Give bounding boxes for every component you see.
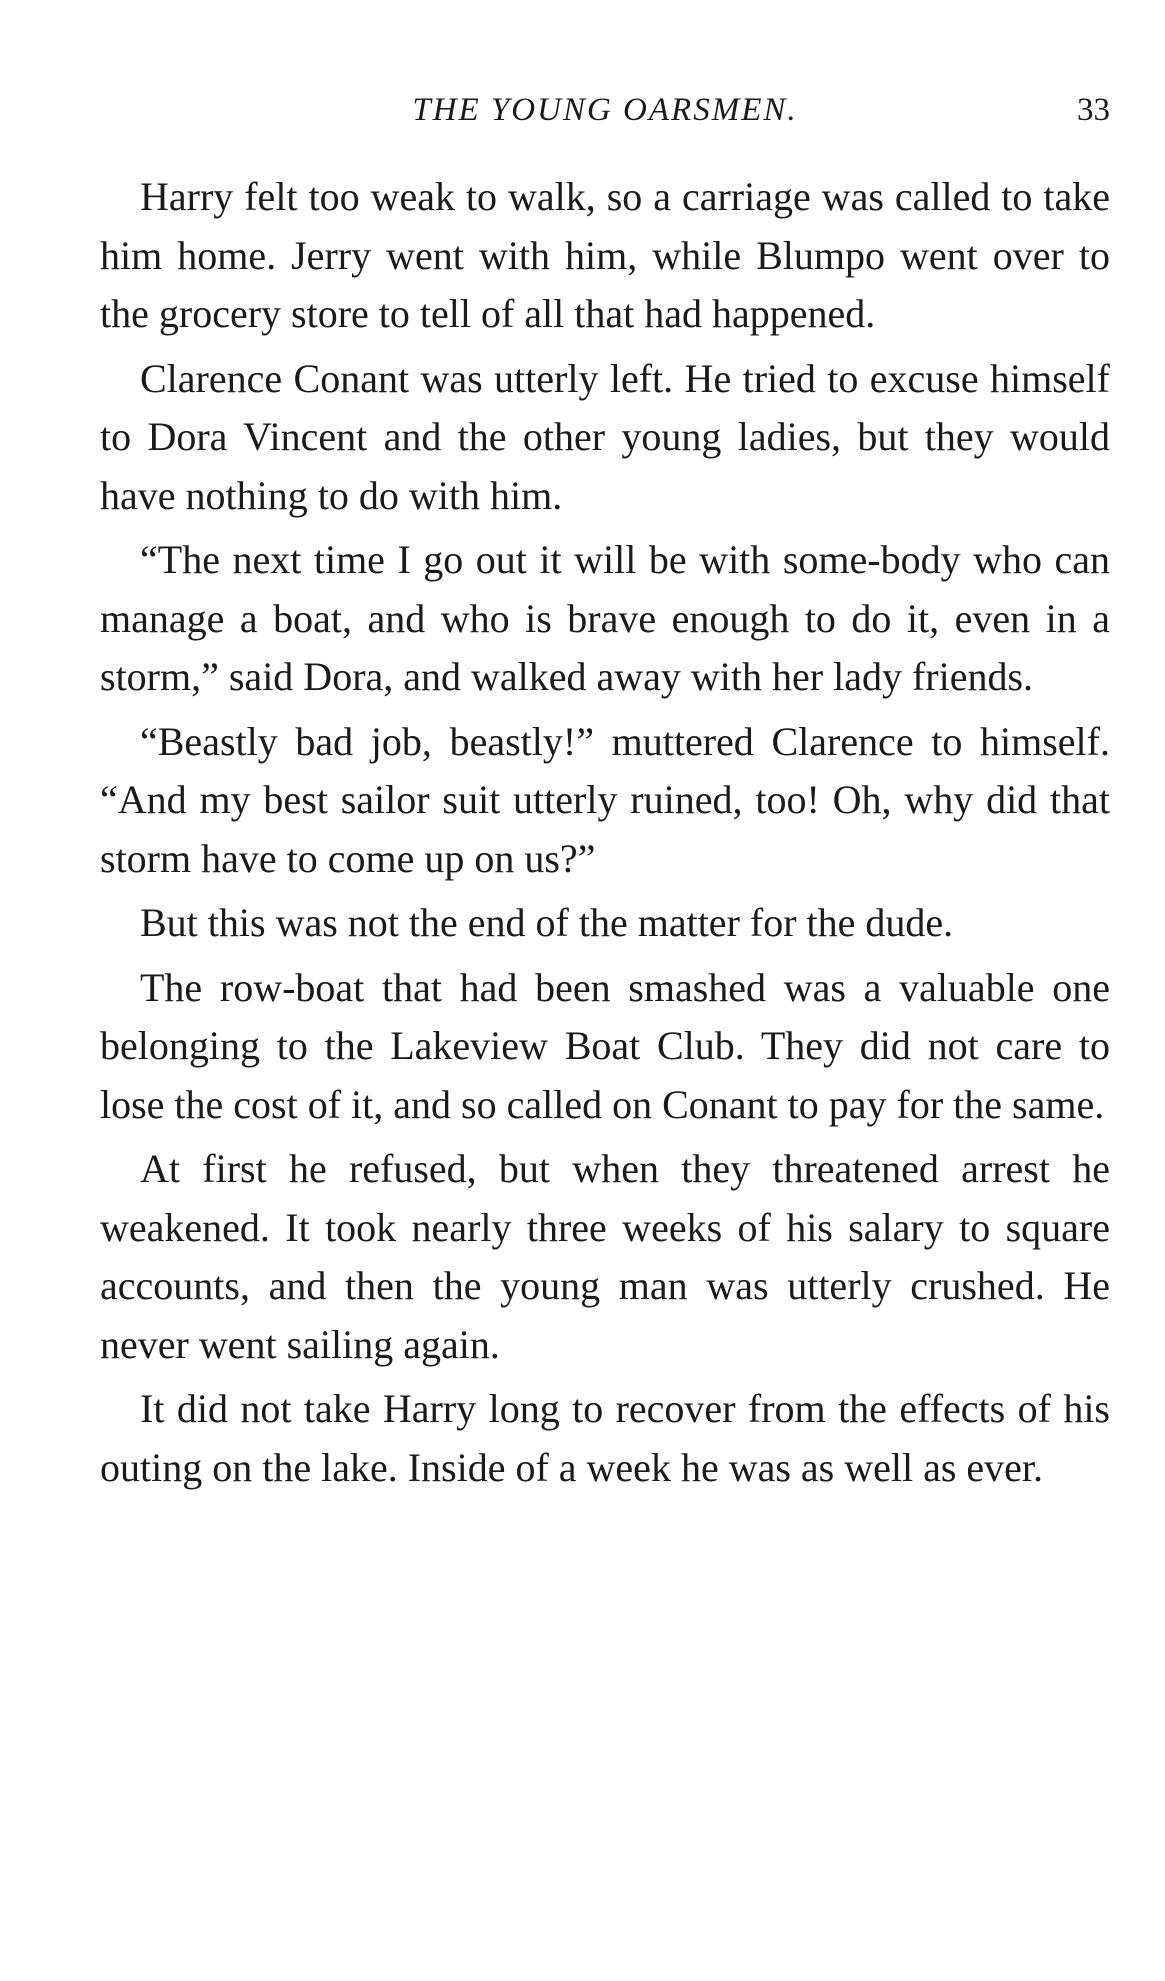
paragraph-7: At first he refused, but when they threatened arrest he weakened. It took nearly three weeks of his salary to square accounts, and then the young man was utterly crushed. He never went sailing again. xyxy=(100,1146,1110,1367)
body-text xyxy=(100,168,1110,1503)
paragraph-8: It did not take Harry long to recover from the effects of his outing on the lake. Inside of a week he was as well as ever. xyxy=(100,1386,1110,1490)
paragraph-5: But this was not the end of the matter for the dude. xyxy=(140,900,954,945)
paragraph-2: Clarence Conant was utterly left. He tried to excuse himself to Dora Vincent and the other young ladies, but they would have nothing to do with him. xyxy=(100,355,1110,518)
page-number: 33 xyxy=(1077,92,1110,128)
running-head xyxy=(100,86,1110,136)
paragraph-4: “Beastly bad job, beastly!” muttered Clarence to himself. “And my best sailor suit utterly ruined, too! Oh, why did that storm have to come up on us?” xyxy=(100,718,1110,881)
paragraph-3: “The next time I go out it will be with some-body who can manage a boat, and who is brave enough to do it, even in a storm,” said Dora, and walked away with her lady friends. xyxy=(100,537,1110,699)
paragraph-6: The row-boat that had been smashed was a valuable one belonging to the Lakeview Boat Club. They did not care to lose the cost of it, and so called on Conant to pay for the same. xyxy=(100,964,1110,1127)
running-title: THE YOUNG OARSMEN. xyxy=(412,92,798,128)
paragraph-1: Harry felt too weak to walk, so a carriage was called to take him home. Jerry went with him, while Blumpo went over to the grocery store to tell of all that had happened. xyxy=(100,174,1110,336)
